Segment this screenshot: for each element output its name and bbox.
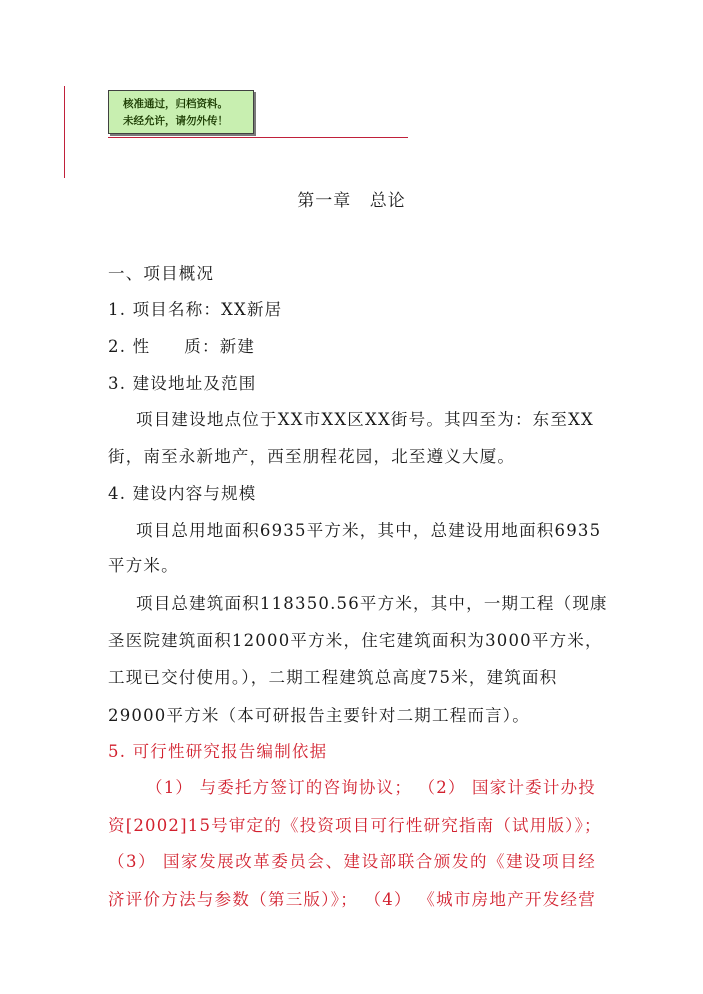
chapter-number: 第一章 xyxy=(297,191,352,211)
paragraph-line: 工现已交付使用。），二期工程建筑总高度75米，建筑面积 xyxy=(108,668,558,687)
paragraph-line: 平方米。 xyxy=(108,556,179,575)
stamp-line-1: 核准通过，归档资料。 xyxy=(123,98,228,110)
item-location: 3. 建设地址及范围 xyxy=(108,374,257,393)
item-basis: 5. 可行性研究报告编制依据 xyxy=(108,742,328,761)
section-heading: 一、项目概况 xyxy=(108,264,215,283)
item-project-name: 1. 项目名称：XX新居 xyxy=(108,300,283,319)
paragraph-line: 项目总用地面积6935平方米，其中，总建设用地面积6935 xyxy=(136,521,602,540)
header-rule xyxy=(108,137,408,138)
basis-line: （3） 国家发展改革委员会、建设部联合颁发的《建设项目经 xyxy=(108,852,596,871)
paragraph-line: 29000平方米（本可研报告主要针对二期工程而言）。 xyxy=(108,706,530,725)
paragraph-line: 项目总建筑面积118350.56平方米，其中，一期工程（现康 xyxy=(136,594,608,613)
item-scope: 4. 建设内容与规模 xyxy=(108,484,257,503)
basis-line: （1） 与委托方签订的咨询协议； （2） 国家计委计办投 xyxy=(146,778,596,797)
basis-line: 资[2002]15号审定的《投资项目可行性研究指南（试用版）》； xyxy=(108,816,602,835)
paragraph-line: 项目建设地点位于XX市XX区XX街号。其四至为：东至XX xyxy=(136,410,594,429)
chapter-heading xyxy=(0,186,703,211)
stamp-line-2: 未经允许，请勿外传！ xyxy=(123,115,228,127)
paragraph-line: 圣医院建筑面积12000平方米，住宅建筑面积为3000平方米， xyxy=(108,631,603,650)
margin-rule xyxy=(64,86,65,178)
item-nature-label: 2. 性 xyxy=(108,337,151,356)
approval-stamp xyxy=(108,90,254,134)
item-nature xyxy=(108,333,255,357)
item-nature-value: 质：新建 xyxy=(184,337,256,356)
basis-line: 济评价方法与参数（第三版）》； （4） 《城市房地产开发经营 xyxy=(108,890,596,909)
paragraph-line: 街，南至永新地产，西至朋程花园，北至遵义大厦。 xyxy=(108,447,516,466)
chapter-title: 总论 xyxy=(369,191,406,211)
